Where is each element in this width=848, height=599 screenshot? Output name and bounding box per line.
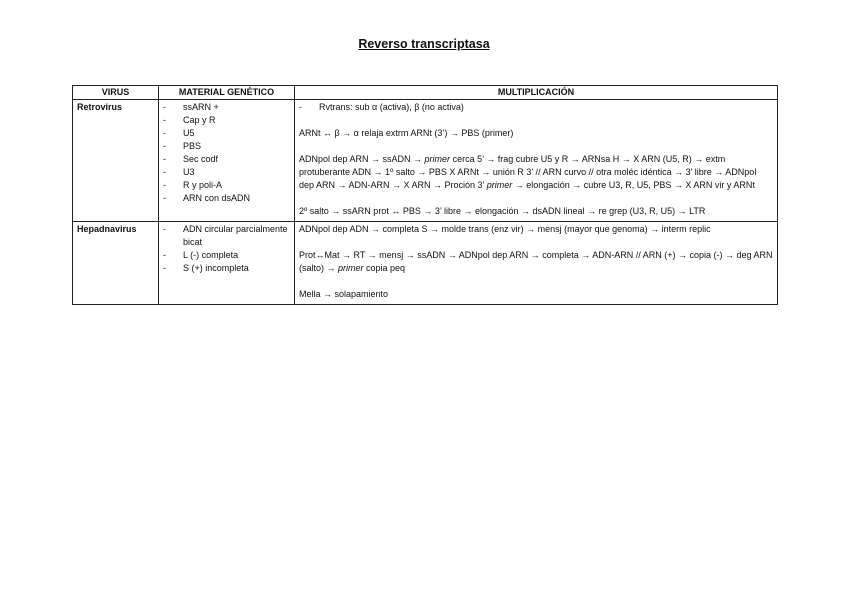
- bullet-dash: -: [163, 263, 166, 273]
- list-item-text: L (-) completa: [183, 250, 239, 260]
- mult-paragraph: ADNpol dep ADN → completa S → molde trans (enz vir) → mensj (mayor que genoma) → interm replic: [299, 224, 711, 234]
- list-item: [163, 101, 290, 114]
- table-row-retrovirus: [73, 100, 778, 222]
- list-item-text: ADN circular parcialmente bicat: [183, 224, 288, 247]
- mult-paragraph: ARNt ↔ β → α relaja extrm ARNt (3’) → PBS (primer): [299, 128, 514, 138]
- list-item-text: S (+) incompleta: [183, 263, 249, 273]
- list-item: [163, 223, 290, 249]
- list-item-text: R y poli-A: [183, 180, 223, 190]
- material-cell: [159, 100, 295, 222]
- mult-text: → elongación → cubre U3, R, U5, PBS → X ARN vir y ARNt: [512, 180, 755, 190]
- list-item: [163, 140, 290, 153]
- list-item-text: PBS: [183, 141, 202, 151]
- material-list: [163, 223, 290, 275]
- mult-text: Prot↔Mat → RT → mensj → ssADN → ADNpol dep ARN → completa → ADN-ARN // ARN (+) → copia (-) → deg ARN (salto) →: [299, 250, 773, 273]
- bullet-dash: -: [163, 102, 166, 112]
- mult-text: cerca 5’ → frag cubre U5 y R → ARNsa H → X ARN (U5, R) → extm protuberante ADN → 1º salto → PBS X ARNt → unión R 3’ // ARN curvo // otra moléc idéntica → 3’ libre → ADNpol dep ARN → ADN-ARN → X ARN → Proción 3’: [299, 154, 757, 190]
- list-item: [163, 262, 290, 275]
- list-item: [163, 179, 290, 192]
- mult-text: Rvtrans: sub α (activa), β (no activa): [319, 102, 464, 112]
- bullet-dash: -: [163, 115, 166, 125]
- mult-italic-text: primer: [338, 263, 364, 273]
- bullet-dash: -: [163, 250, 166, 260]
- mult-italic-text: primer: [486, 180, 513, 190]
- header-virus: VIRUS: [73, 86, 159, 100]
- mult-paragraph: 2º salto → ssARN prot ↔ PBS → 3’ libre → elongación → dsADN lineal → re grep (U3, R, U5) → LTR: [299, 206, 706, 216]
- list-item-text: Cap y R: [183, 115, 216, 125]
- multiplication-cell: [295, 222, 778, 305]
- mult-paragraph: [299, 153, 773, 192]
- virus-cell: Hepadnavirus: [73, 222, 159, 305]
- multiplication-cell: [295, 100, 778, 222]
- list-item-text: ssARN +: [183, 102, 219, 112]
- mult-paragraph: Mella → solapamiento: [299, 289, 389, 299]
- bullet-dash: -: [163, 128, 166, 138]
- bullet-dash: -: [163, 224, 166, 234]
- list-item: [163, 114, 290, 127]
- material-list: [163, 101, 290, 205]
- mult-text: copia peq: [363, 263, 406, 273]
- table-header-row: [73, 86, 778, 100]
- mult-text: ADNpol dep ARN → ssADN →: [299, 154, 425, 164]
- bullet-dash: -: [163, 167, 166, 177]
- virus-table: [72, 85, 778, 305]
- mult-italic-text: primer: [424, 154, 451, 164]
- list-item: [163, 249, 290, 262]
- list-item-text: ARN con dsADN: [183, 193, 251, 203]
- virus-cell: Retrovirus: [73, 100, 159, 222]
- bullet-dash: -: [163, 154, 166, 164]
- bullet-dash: -: [163, 141, 166, 151]
- mult-paragraph: [299, 101, 773, 114]
- list-item-text: Sec codf: [183, 154, 219, 164]
- bullet-dash: -: [163, 193, 166, 203]
- bullet-dash: -: [163, 180, 166, 190]
- list-item: [163, 192, 290, 205]
- page-title: Reverso transcriptasa: [358, 37, 490, 51]
- list-item-text: U3: [183, 167, 195, 177]
- table-row-hepadnavirus: [73, 222, 778, 305]
- header-multiplication: MULTIPLICACIÓN: [295, 86, 778, 100]
- list-item: [163, 127, 290, 140]
- bullet-dash: -: [299, 102, 302, 112]
- header-material: MATERIAL GENÉTICO: [159, 86, 295, 100]
- list-item-text: U5: [183, 128, 195, 138]
- list-item: [163, 166, 290, 179]
- mult-paragraph: [299, 249, 773, 275]
- material-cell: [159, 222, 295, 305]
- list-item: [163, 153, 290, 166]
